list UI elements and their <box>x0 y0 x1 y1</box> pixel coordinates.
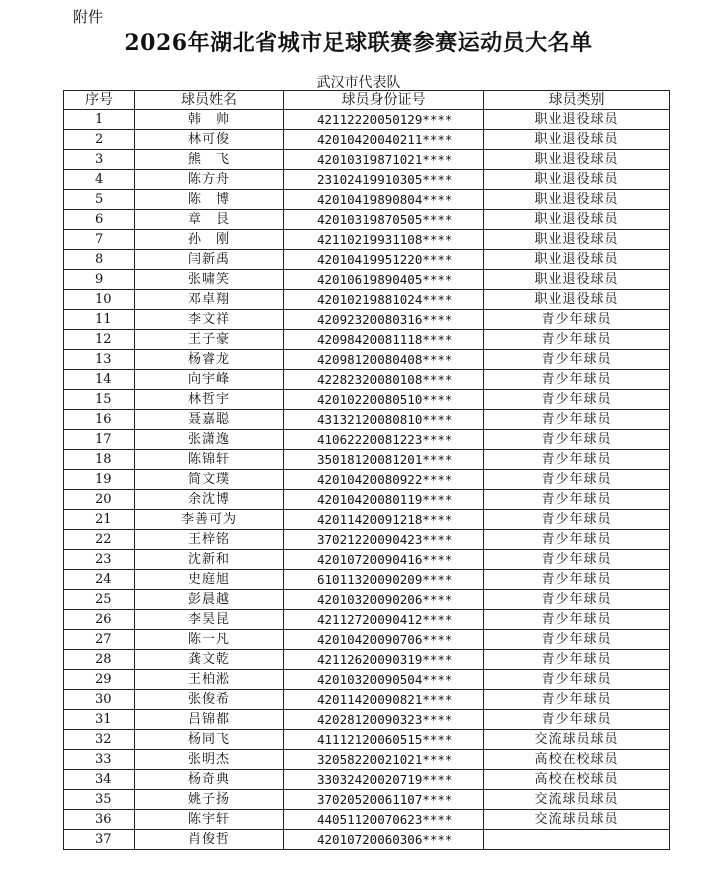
serial-number-cell: 34 <box>64 770 135 790</box>
player-category-cell: 职业退役球员 <box>484 190 670 210</box>
table-row <box>64 450 670 470</box>
serial-number-cell: 29 <box>64 670 135 690</box>
table-row <box>64 170 670 190</box>
serial-number-cell: 10 <box>64 290 135 310</box>
table-row <box>64 570 670 590</box>
player-category-cell: 青少年球员 <box>484 650 670 670</box>
player-id-cell: 42098420081118**** <box>284 330 484 350</box>
player-category-cell: 职业退役球员 <box>484 270 670 290</box>
player-name-cell: 李文祥 <box>135 310 284 330</box>
player-name-cell: 林可俊 <box>135 130 284 150</box>
table-row <box>64 550 670 570</box>
player-name-cell: 张潇逸 <box>135 430 284 450</box>
player-category-cell: 职业退役球员 <box>484 110 670 130</box>
serial-number-cell: 21 <box>64 510 135 530</box>
player-category-cell: 职业退役球员 <box>484 130 670 150</box>
player-category-cell: 职业退役球员 <box>484 290 670 310</box>
header-player-id-number: 球员身份证号 <box>284 91 484 110</box>
player-name-cell: 姚子扬 <box>135 790 284 810</box>
player-category-cell: 青少年球员 <box>484 390 670 410</box>
player-name-cell: 杨睿龙 <box>135 350 284 370</box>
serial-number-cell: 36 <box>64 810 135 830</box>
player-id-cell: 42282320080108**** <box>284 370 484 390</box>
player-name-cell: 邓卓翔 <box>135 290 284 310</box>
table-row <box>64 410 670 430</box>
table-row <box>64 310 670 330</box>
player-category-cell: 交流球员球员 <box>484 730 670 750</box>
document-title: 2026年湖北省城市足球联赛参赛运动员大名单 <box>124 30 593 56</box>
player-id-cell: 32058220021021**** <box>284 750 484 770</box>
player-id-cell: 42011420090821**** <box>284 690 484 710</box>
serial-number-cell: 16 <box>64 410 135 430</box>
player-name-cell: 简文璞 <box>135 470 284 490</box>
player-category-cell: 高校在校球员 <box>484 770 670 790</box>
player-name-cell: 孙 刚 <box>135 230 284 250</box>
player-id-cell: 42010419951220**** <box>284 250 484 270</box>
player-id-cell: 42010320090206**** <box>284 590 484 610</box>
player-category-cell: 青少年球员 <box>484 450 670 470</box>
table-row <box>64 190 670 210</box>
player-name-cell: 杨同飞 <box>135 730 284 750</box>
serial-number-cell: 37 <box>64 830 135 850</box>
serial-number-cell: 35 <box>64 790 135 810</box>
player-id-cell: 33032420020719**** <box>284 770 484 790</box>
player-id-cell: 42010420080119**** <box>284 490 484 510</box>
serial-number-cell: 5 <box>64 190 135 210</box>
table-row <box>64 670 670 690</box>
player-category-cell: 青少年球员 <box>484 670 670 690</box>
player-id-cell: 42010420040211**** <box>284 130 484 150</box>
player-category-cell: 青少年球员 <box>484 710 670 730</box>
serial-number-cell: 31 <box>64 710 135 730</box>
table-row <box>64 370 670 390</box>
player-id-cell: 42010420090706**** <box>284 630 484 650</box>
serial-number-cell: 13 <box>64 350 135 370</box>
player-category-cell: 职业退役球员 <box>484 210 670 230</box>
table-row <box>64 110 670 130</box>
table-row <box>64 470 670 490</box>
table-row <box>64 250 670 270</box>
player-id-cell: 37020520061107**** <box>284 790 484 810</box>
serial-number-cell: 12 <box>64 330 135 350</box>
player-name-cell: 张俊希 <box>135 690 284 710</box>
player-category-cell: 青少年球员 <box>484 310 670 330</box>
player-category-cell: 交流球员球员 <box>484 790 670 810</box>
table-row <box>64 150 670 170</box>
player-id-cell: 42010420080922**** <box>284 470 484 490</box>
player-category-cell: 青少年球员 <box>484 510 670 530</box>
serial-number-cell: 14 <box>64 370 135 390</box>
player-name-cell: 李善可为 <box>135 510 284 530</box>
table-row <box>64 810 670 830</box>
player-name-cell: 彭晨越 <box>135 590 284 610</box>
player-id-cell: 41112120060515**** <box>284 730 484 750</box>
player-name-cell: 沈新和 <box>135 550 284 570</box>
player-name-cell: 王梓铭 <box>135 530 284 550</box>
player-category-cell: 职业退役球员 <box>484 250 670 270</box>
player-id-cell: 42112220050129**** <box>284 110 484 130</box>
player-name-cell: 陈宇轩 <box>135 810 284 830</box>
player-id-cell: 42010320090504**** <box>284 670 484 690</box>
player-category-cell: 交流球员球员 <box>484 810 670 830</box>
player-id-cell: 42110219931108**** <box>284 230 484 250</box>
table-row <box>64 590 670 610</box>
player-name-cell: 陈锦轩 <box>135 450 284 470</box>
table-header-row <box>64 91 670 110</box>
table-row <box>64 790 670 810</box>
player-id-cell: 42010720090416**** <box>284 550 484 570</box>
serial-number-cell: 27 <box>64 630 135 650</box>
player-id-cell: 42010220080510**** <box>284 390 484 410</box>
header-player-name: 球员姓名 <box>135 91 284 110</box>
player-category-cell: 职业退役球员 <box>484 230 670 250</box>
table-row <box>64 750 670 770</box>
player-category-cell: 青少年球员 <box>484 570 670 590</box>
serial-number-cell: 28 <box>64 650 135 670</box>
table-row <box>64 270 670 290</box>
serial-number-cell: 6 <box>64 210 135 230</box>
player-name-cell: 吕锦都 <box>135 710 284 730</box>
serial-number-cell: 26 <box>64 610 135 630</box>
serial-number-cell: 7 <box>64 230 135 250</box>
player-name-cell: 史庭旭 <box>135 570 284 590</box>
player-category-cell: 青少年球员 <box>484 590 670 610</box>
header-player-category: 球员类别 <box>484 91 670 110</box>
attachment-label: 附件 <box>73 8 104 26</box>
player-category-cell: 青少年球员 <box>484 490 670 510</box>
table-row <box>64 610 670 630</box>
player-name-cell: 王柏淞 <box>135 670 284 690</box>
player-name-cell: 龚文乾 <box>135 650 284 670</box>
serial-number-cell: 18 <box>64 450 135 470</box>
player-id-cell: 35018120081201**** <box>284 450 484 470</box>
player-id-cell: 42098120080408**** <box>284 350 484 370</box>
table-row <box>64 530 670 550</box>
player-id-cell: 42010419890804**** <box>284 190 484 210</box>
player-category-cell: 职业退役球员 <box>484 170 670 190</box>
table-row <box>64 690 670 710</box>
player-name-cell: 陈 博 <box>135 190 284 210</box>
player-id-cell: 42112620090319**** <box>284 650 484 670</box>
player-roster-table <box>63 90 670 850</box>
player-name-cell: 陈一凡 <box>135 630 284 650</box>
player-name-cell: 熊 飞 <box>135 150 284 170</box>
player-category-cell: 青少年球员 <box>484 530 670 550</box>
player-category-cell: 青少年球员 <box>484 550 670 570</box>
player-id-cell: 23102419910305**** <box>284 170 484 190</box>
player-name-cell: 章 艮 <box>135 210 284 230</box>
player-id-cell: 37021220090423**** <box>284 530 484 550</box>
serial-number-cell: 19 <box>64 470 135 490</box>
table-row <box>64 390 670 410</box>
player-name-cell: 闫新禹 <box>135 250 284 270</box>
player-category-cell: 青少年球员 <box>484 630 670 650</box>
table-row <box>64 490 670 510</box>
player-category-cell: 青少年球员 <box>484 410 670 430</box>
player-name-cell: 余沈博 <box>135 490 284 510</box>
table-row <box>64 230 670 250</box>
player-name-cell: 李昊昆 <box>135 610 284 630</box>
player-id-cell: 44051120070623**** <box>284 810 484 830</box>
table-body <box>64 110 670 850</box>
player-category-cell: 青少年球员 <box>484 690 670 710</box>
serial-number-cell: 1 <box>64 110 135 130</box>
player-name-cell: 肖俊哲 <box>135 830 284 850</box>
player-name-cell: 韩 帅 <box>135 110 284 130</box>
player-name-cell: 王子豪 <box>135 330 284 350</box>
player-name-cell: 聂嘉聪 <box>135 410 284 430</box>
player-id-cell: 42011420091218**** <box>284 510 484 530</box>
header-serial-number: 序号 <box>64 91 135 110</box>
player-id-cell: 43132120080810**** <box>284 410 484 430</box>
player-id-cell: 42010319871021**** <box>284 150 484 170</box>
table-row <box>64 770 670 790</box>
player-category-cell: 青少年球员 <box>484 330 670 350</box>
serial-number-cell: 17 <box>64 430 135 450</box>
player-name-cell: 张明杰 <box>135 750 284 770</box>
table-row <box>64 350 670 370</box>
serial-number-cell: 20 <box>64 490 135 510</box>
table-row <box>64 430 670 450</box>
serial-number-cell: 25 <box>64 590 135 610</box>
player-id-cell: 42112720090412**** <box>284 610 484 630</box>
serial-number-cell: 32 <box>64 730 135 750</box>
table-row <box>64 630 670 650</box>
serial-number-cell: 30 <box>64 690 135 710</box>
serial-number-cell: 9 <box>64 270 135 290</box>
serial-number-cell: 33 <box>64 750 135 770</box>
player-id-cell: 42028120090323**** <box>284 710 484 730</box>
team-name: 武汉市代表队 <box>316 75 401 91</box>
player-category-cell: 青少年球员 <box>484 430 670 450</box>
serial-number-cell: 4 <box>64 170 135 190</box>
player-name-cell: 林哲宇 <box>135 390 284 410</box>
serial-number-cell: 11 <box>64 310 135 330</box>
table-row <box>64 650 670 670</box>
player-id-cell: 42010319870505**** <box>284 210 484 230</box>
player-name-cell: 陈方舟 <box>135 170 284 190</box>
player-id-cell: 42010720060306**** <box>284 830 484 850</box>
serial-number-cell: 8 <box>64 250 135 270</box>
table-row <box>64 510 670 530</box>
serial-number-cell: 2 <box>64 130 135 150</box>
player-category-cell <box>484 830 670 850</box>
player-category-cell: 青少年球员 <box>484 370 670 390</box>
table-row <box>64 210 670 230</box>
player-id-cell: 42010219881024**** <box>284 290 484 310</box>
serial-number-cell: 3 <box>64 150 135 170</box>
player-id-cell: 42092320080316**** <box>284 310 484 330</box>
player-id-cell: 61011320090209**** <box>284 570 484 590</box>
table-row <box>64 330 670 350</box>
player-category-cell: 青少年球员 <box>484 470 670 490</box>
serial-number-cell: 15 <box>64 390 135 410</box>
table-row <box>64 730 670 750</box>
player-name-cell: 张啸笑 <box>135 270 284 290</box>
table-row <box>64 130 670 150</box>
player-id-cell: 41062220081223**** <box>284 430 484 450</box>
player-category-cell: 高校在校球员 <box>484 750 670 770</box>
table-row <box>64 830 670 850</box>
player-name-cell: 杨奇典 <box>135 770 284 790</box>
player-name-cell: 向宇峰 <box>135 370 284 390</box>
serial-number-cell: 24 <box>64 570 135 590</box>
serial-number-cell: 23 <box>64 550 135 570</box>
player-category-cell: 职业退役球员 <box>484 150 670 170</box>
player-id-cell: 42010619890405**** <box>284 270 484 290</box>
serial-number-cell: 22 <box>64 530 135 550</box>
table-row <box>64 290 670 310</box>
table-row <box>64 710 670 730</box>
player-category-cell: 青少年球员 <box>484 610 670 630</box>
player-category-cell: 青少年球员 <box>484 350 670 370</box>
